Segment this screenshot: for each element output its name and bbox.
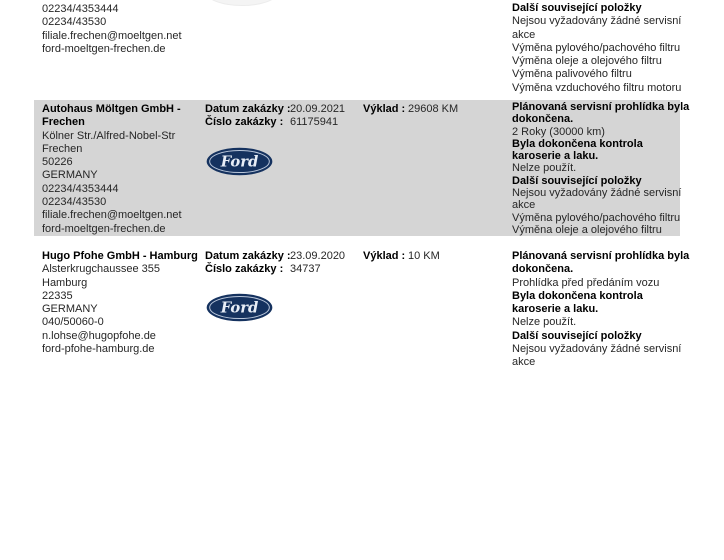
mileage-value: 10 KM [408, 250, 440, 262]
record-3-order-info [205, 250, 345, 277]
service-result: Plánovaná servisní prohlídka byla [512, 250, 690, 262]
dealer-street: Kölner Str./Alfred-Nobel-Str [42, 129, 176, 142]
order-number-row [205, 116, 345, 129]
record-3-dealer-info [42, 250, 198, 356]
service-item: Nelze použít. [512, 162, 577, 175]
dealer-phone: 040/50060-0 [42, 316, 104, 329]
dealer-email: n.lohse@hugopfohe.de [42, 329, 156, 342]
order-date-value: 20.09.2021 [290, 103, 346, 115]
dealer-city: Hamburg [42, 276, 88, 289]
service-item: Výměna vzduchového filtru motoru [512, 81, 682, 94]
service-item: akce [512, 356, 536, 369]
order-number-value: 34737 [290, 263, 321, 276]
service-item: Nejsou vyžadovány žádné servisní [512, 343, 682, 356]
dealer-street: Alsterkrugchaussee 355 [42, 263, 161, 276]
cropped-ford-logo-remnant [204, 0, 280, 6]
service-section-heading: Další související položky [512, 2, 642, 14]
order-date-row [205, 103, 345, 116]
service-item: 2 Roky (30000 km) [512, 125, 605, 138]
service-section-heading: Další související položky [512, 174, 642, 187]
service-item: Výměna palivového filtru [512, 68, 632, 81]
order-date-label: Datum zakázky : [205, 103, 291, 115]
dealer-zip: 50226 [42, 156, 73, 169]
dealer-fax: 02234/43530 [42, 16, 107, 29]
service-item: Nejsou vyžadovány žádné servisní [512, 15, 682, 28]
order-number-label: Číslo zakázky : [205, 263, 284, 276]
service-result: karoserie a laku. [512, 303, 599, 316]
service-result: dokončena. [512, 263, 574, 276]
ford-logo [206, 147, 273, 176]
record-3-mileage [363, 250, 440, 263]
record-3-service-items [512, 250, 689, 370]
service-result: Byla dokončena kontrola [512, 137, 643, 150]
mileage-label: Výklad : [363, 250, 406, 262]
service-result: Byla dokončena kontrola [512, 289, 643, 302]
service-item: Výměna pylového/pachového filtru [512, 41, 681, 54]
dealer-phone: 02234/4353444 [42, 182, 119, 195]
record-2-service-items [512, 101, 689, 236]
service-item: akce [512, 28, 536, 41]
ford-logo-script: Ford [220, 299, 259, 317]
record-2-order-info [205, 103, 345, 130]
record-1-dealer-contact [42, 3, 182, 56]
service-item: akce [512, 199, 536, 212]
service-result: karoserie a laku. [512, 150, 599, 163]
dealer-email: filiale.frechen@moeltgen.net [42, 29, 182, 42]
service-section-heading: Další související položky [512, 329, 642, 342]
dealer-zip: 22335 [42, 289, 73, 302]
ford-logo [206, 293, 273, 322]
dealer-phone: 02234/4353444 [42, 3, 119, 15]
service-item: Výměna pylového/pachového filtru [512, 211, 681, 224]
dealer-website: ford-pfohe-hamburg.de [42, 343, 155, 356]
mileage-row [363, 250, 440, 263]
ford-logo-script: Ford [220, 153, 259, 171]
order-date-label: Datum zakázky : [205, 250, 291, 262]
mileage-row [363, 103, 458, 116]
order-date-row [205, 250, 345, 263]
record-2-mileage [363, 103, 458, 116]
dealer-website: ford-moeltgen-frechen.de [42, 42, 166, 55]
service-result: dokončena. [512, 113, 574, 126]
dealer-name: Hugo Pfohe GmbH - Hamburg [42, 250, 198, 262]
dealer-fax: 02234/43530 [42, 196, 107, 209]
dealer-website: ford-moeltgen-frechen.de [42, 222, 166, 235]
service-item: Nejsou vyžadovány žádné servisní [512, 187, 682, 200]
order-date-value: 23.09.2020 [290, 250, 346, 262]
mileage-value: 29608 KM [408, 103, 459, 115]
service-result: Plánovaná servisní prohlídka byla [512, 101, 690, 113]
dealer-country: GERMANY [42, 303, 98, 316]
service-item: Nelze použít. [512, 316, 577, 329]
dealer-name: Autohaus Möltgen GmbH - [42, 103, 181, 115]
order-number-value: 61175941 [290, 116, 339, 129]
order-number-label: Číslo zakázky : [205, 116, 284, 129]
dealer-name: Frechen [42, 116, 85, 129]
record-1-service-items [512, 2, 681, 95]
record-2-dealer-info [42, 103, 182, 236]
dealer-country: GERMANY [42, 169, 98, 182]
service-item: Prohlídka před předáním vozu [512, 276, 660, 289]
dealer-email: filiale.frechen@moeltgen.net [42, 209, 182, 222]
order-number-row [205, 263, 345, 276]
service-item: Výměna oleje a olejového filtru [512, 223, 662, 236]
dealer-city: Frechen [42, 142, 83, 155]
mileage-label: Výklad : [363, 103, 406, 115]
service-item: Výměna oleje a olejového filtru [512, 55, 662, 68]
